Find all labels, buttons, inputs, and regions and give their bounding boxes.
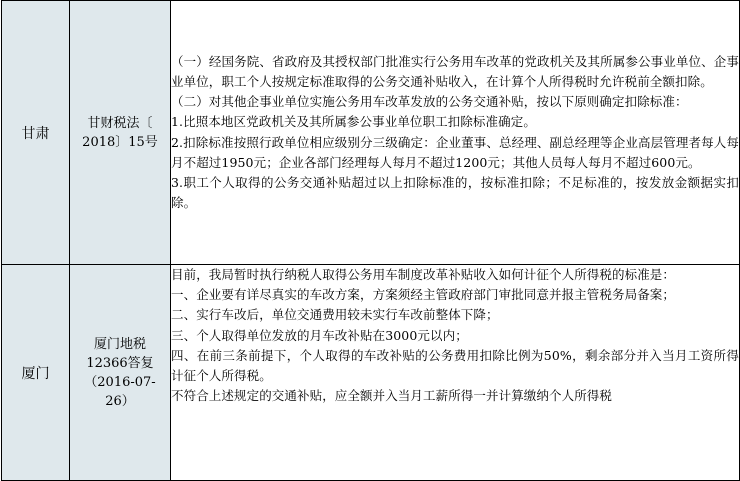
policy-paragraph: 三、个人取得单位发放的月车改补贴在3000元以内； [171,327,468,343]
region-cell: 甘肃 [2,1,70,265]
document-number-line: 厦门地税 [93,336,146,352]
policy-paragraph: 二、实行车改后，单位交通费用较未实行车改前整体下降； [171,307,499,323]
policy-paragraph: 不符合上述规定的交通补贴，应全额并入当月工薪所得一并计算缴纳个人所得税 [171,388,613,404]
policy-paragraph: 3.职工个人取得的公务交通补贴超过以上扣除标准的，按标准扣除；不足标准的，按发放金额据实扣除。 [171,174,739,211]
policy-paragraph: 四、在前三条前提下，个人取得的车改补贴的公务费用扣除比例为50%，剩余部分并入当月工资所得计征个人所得税。 [171,347,739,384]
policy-content-cell [171,265,740,481]
table-row [2,265,740,481]
policy-paragraph: 一、企业要有详尽真实的车改方案，方案须经主管政府部门审批同意并报主管税务局备案； [171,287,676,303]
document-number-line: 12366答复 [86,355,154,371]
policy-table [1,0,740,481]
document-number-line: （2016-07- [84,374,156,390]
policy-paragraph: 2.扣除标准按照行政单位相应级别分三级确定：企业董事、总经理、副总经理等企业高层管理者每人每月不超过1950元；企业各部门经理每人每月不超过1200元；其他人员每人每月不超过600元。 [171,134,739,170]
policy-paragraph: （二）对其他企事业单位实施公务用车改革发放的公务交通补贴，按以下原则确定扣除标准： [171,94,688,110]
region-cell: 厦门 [2,265,70,481]
document-number-line: 2018〕15号 [82,134,158,150]
document-number-cell [70,1,171,265]
policy-paragraph: 1.比照本地区党政机关及其所属参公事业单位职工扣除标准确定。 [171,114,536,130]
policy-paragraph: （一）经国务院、省政府及其授权部门批准实行公务用车改革的党政机关及其所属参公事业单位、企事业单位，职工个人按规定标准取得的公务交通补贴收入，在计算个人所得税时允许税前全额扣除。 [171,53,739,89]
policy-paragraph: 目前，我局暂时执行纳税人取得公务用车制度改革补贴收入如何计征个人所得税的标准是： [171,267,676,282]
document-number-line: 甘财税法〔 [87,115,153,131]
document-number-line: 26） [105,393,135,409]
document-number-cell [70,265,171,481]
table-row [2,1,740,265]
policy-content-cell [171,1,740,265]
